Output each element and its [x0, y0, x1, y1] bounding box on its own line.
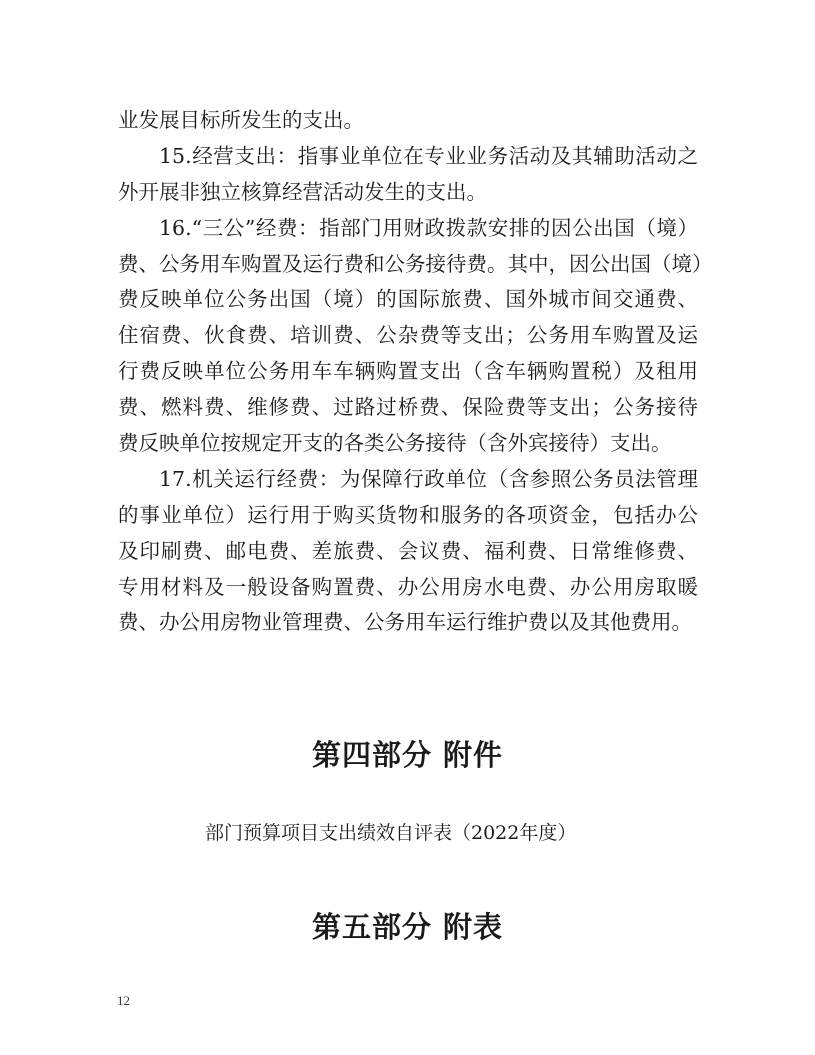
paragraph-line: 费、办公用房物业管理费、公务用车运行维护费以及其他费用。 — [118, 610, 692, 635]
paragraph-line: 15.经营支出：指事业单位在专业业务活动及其辅助活动之 — [159, 143, 698, 168]
paragraph-line: 费反映单位公务出国（境）的国际旅费、国外城市间交通费、 — [118, 287, 698, 312]
paragraph-line: 外开展非独立核算经营活动发生的支出。 — [118, 179, 487, 204]
paragraph-line: 住宿费、伙食费、培训费、公杂费等支出；公务用车购置及运 — [118, 323, 698, 348]
body-text — [118, 103, 713, 641]
page-number: 12 — [117, 993, 130, 1008]
section-heading-part4: 第四部分 附件 — [311, 738, 504, 772]
paragraph-line: 及印刷费、邮电费、差旅费、会议费、福利费、日常维修费、 — [118, 538, 698, 563]
paragraph-line: 费反映单位按规定开支的各类公务接待（含外宾接待）支出。 — [118, 431, 672, 456]
attachment-title: 部门预算项目支出绩效自评表（2022年度） — [205, 822, 577, 844]
paragraph-line: 17.机关运行经费：为保障行政单位（含参照公务员法管理 — [159, 466, 698, 491]
paragraph-line: 费、公务用车购置及运行费和公务接待费。其中，因公出国（境） — [118, 251, 713, 276]
paragraph-line: 行费反映单位公务用车车辆购置支出（含车辆购置税）及租用 — [118, 359, 698, 384]
paragraph-line: 业发展目标所发生的支出。 — [118, 108, 364, 132]
paragraph-line: 的事业单位）运行用于购买货物和服务的各项资金，包括办公 — [118, 502, 698, 527]
paragraph-line: 费、燃料费、维修费、过路过桥费、保险费等支出；公务接待 — [118, 395, 698, 420]
paragraph-line: 专用材料及一般设备购置费、办公用房水电费、办公用房取暖 — [118, 574, 698, 599]
paragraph-line: 16.“三公”经费：指部门用财政拨款安排的因公出国（境） — [159, 215, 698, 240]
section-heading-part5: 第五部分 附表 — [311, 910, 504, 944]
